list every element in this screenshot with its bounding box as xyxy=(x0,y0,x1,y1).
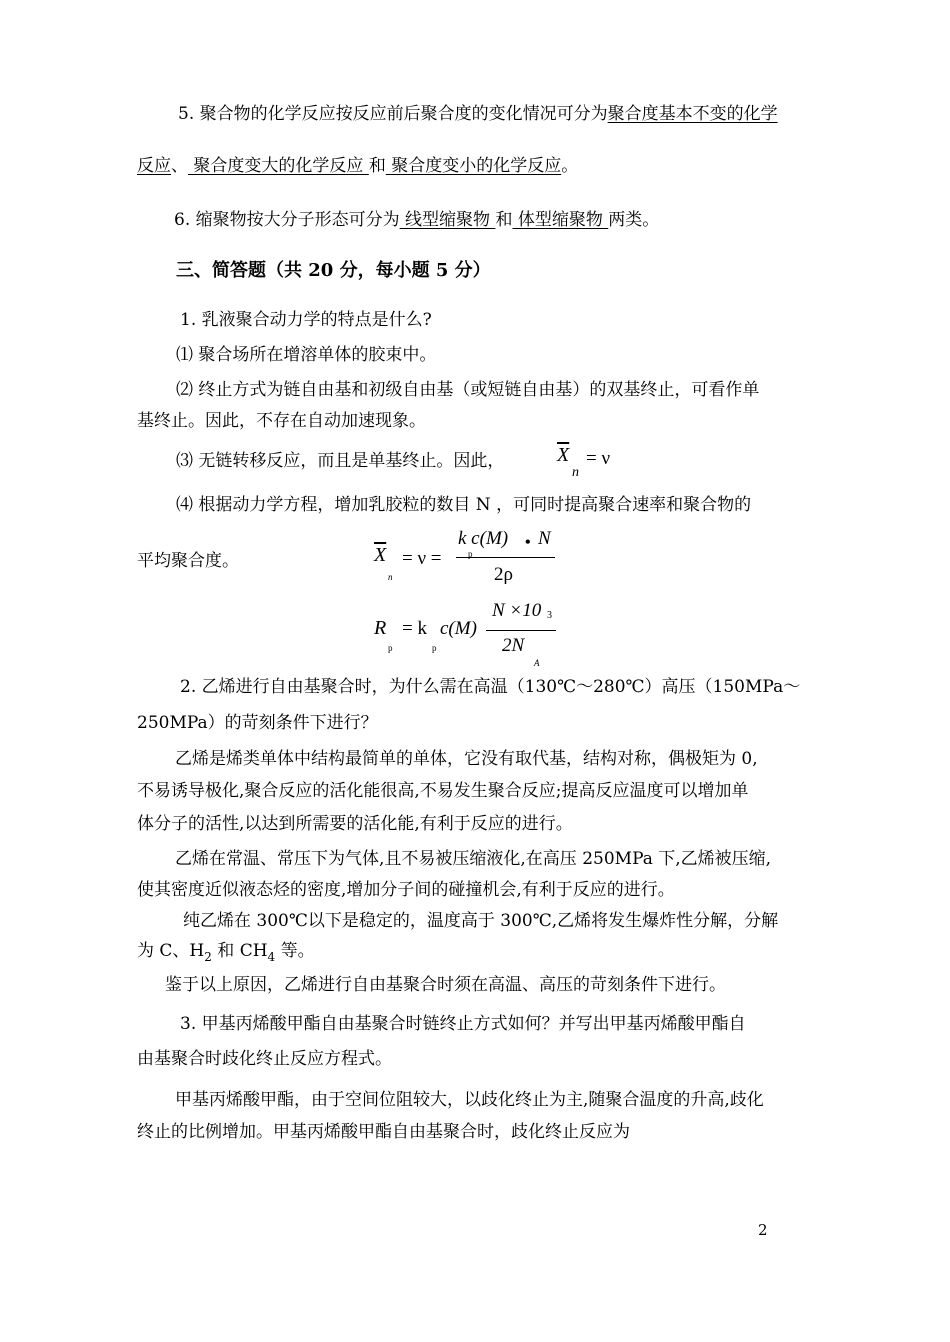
formula1-eq-nu: = ν xyxy=(586,448,611,469)
formula2-fraction-bar xyxy=(456,557,555,558)
formula2-p-sub: p xyxy=(468,549,473,559)
sa3-question-b: 由基聚合时歧化终止反应方程式。 xyxy=(137,1049,392,1069)
q5-lead: 5. 聚合物的化学反应按反应前后聚合度的变化情况可分为 xyxy=(178,104,608,124)
formula2-dot: • xyxy=(525,534,531,551)
sa1-question: 1. 乳液聚合动力学的特点是什么? xyxy=(180,310,432,330)
sa1-point4a: ⑷ 根据动力学方程，增加乳胶粒的数目 N ，可同时提高聚合速率和聚合物的 xyxy=(176,495,752,515)
formula2-n: n xyxy=(388,572,393,582)
formula3-A-sub: A xyxy=(534,658,540,668)
q5-answer1a: 聚合度基本不变的化学 xyxy=(607,104,778,124)
formula2-N: N xyxy=(538,528,551,549)
sa2-para2b: 使其密度近似液态烃的密度,增加分子间的碰撞机会,有利于反应的进行。 xyxy=(137,880,675,900)
q5-and: 和 xyxy=(368,156,386,176)
sa2-para4: 鉴于以上原因，乙烯进行自由基聚合时须在高温、高压的苛刻条件下进行。 xyxy=(165,975,726,995)
q5-sep: 、 xyxy=(171,156,188,176)
q6-and: 和 xyxy=(495,210,513,230)
sa2-para3b-mid: 和 CH xyxy=(211,941,268,961)
formula1-x: $\overline{X}$ xyxy=(557,444,570,466)
formula1-n: n xyxy=(572,465,579,480)
sa2-para1b: 不易诱导极化,聚合反应的活化能很高,不易发生聚合反应;提高反应温度可以增加单 xyxy=(137,781,749,801)
sa2-para3b-pre: 为 C、H xyxy=(137,941,205,961)
sa2-para3b xyxy=(137,940,315,963)
q5-answer3: 聚合度变小的化学反应 xyxy=(385,156,562,176)
formula3-kp-sub: p xyxy=(432,643,437,653)
sa1-point2b: 基终止。因此，不存在自动加速现象。 xyxy=(137,411,426,431)
sa2-para2a: 乙烯在常温、常压下为气体,且不易被压缩液化,在高压 250MPa 下,乙烯被压缩, xyxy=(175,849,772,869)
sa3-para1b: 终止的比例增加。甲基丙烯酸甲酯自由基聚合时，歧化终止反应为 xyxy=(137,1122,630,1142)
q6-answer1: 线型缩聚物 xyxy=(399,210,496,230)
sa2-question-b: 250MPa）的苛刻条件下进行？ xyxy=(137,713,378,733)
formula3-denominator: 2N xyxy=(502,635,525,656)
q5-line2 xyxy=(137,155,578,177)
q5-line1 xyxy=(178,103,778,125)
sa1-point3: ⑶ 无链转移反应，而且是单基终止。因此， xyxy=(176,451,505,471)
formula3-fraction-bar xyxy=(486,630,556,631)
section-title: 三、简答题（共 20 分，每小题 5 分） xyxy=(176,260,491,281)
sa2-para1c: 体分子的活性,以达到所需要的活化能,有利于反应的进行。 xyxy=(137,814,573,834)
q6-answer2: 体型缩聚物 xyxy=(512,210,609,230)
formula3-p-sub: p xyxy=(388,643,393,653)
formula3-eq-k: = k xyxy=(402,618,427,639)
formula3-numerator: N ×10 xyxy=(492,600,542,621)
formula2-numerator xyxy=(458,528,508,550)
sa3-question-a: 3. 甲基丙烯酸甲酯自由基聚合时链终止方式如何？并写出甲基丙烯酸甲酯自 xyxy=(180,1014,746,1034)
sa2-para1a: 乙烯是烯类单体中结构最简单的单体，它没有取代基，结构对称，偶极矩为 0, xyxy=(175,749,758,769)
q6-lead: 6. 缩聚物按大分子形态可分为 xyxy=(174,210,400,230)
q5-answer1b: 反应 xyxy=(137,156,171,176)
sa2-question-a: 2. 乙烯进行自由基聚合时，为什么需在高温（130℃～280℃）高压（150MPa～ xyxy=(180,677,801,697)
sa2-h2-sub: 2 xyxy=(204,950,212,964)
sa2-ch4-sub: 4 xyxy=(267,950,276,964)
q6-end: 两类。 xyxy=(608,210,660,230)
sa1-point4b: 平均聚合度。 xyxy=(137,551,239,571)
q6-line xyxy=(174,209,659,231)
formula2-x: $\overline{X}$ xyxy=(374,544,387,566)
formula3-cm: c(M) xyxy=(440,618,477,639)
sa1-point1: ⑴ 聚合场所在增溶单体的胶束中。 xyxy=(176,345,437,365)
sa1-point2a: ⑵ 终止方式为链自由基和初级自由基（或短链自由基）的双基终止，可看作单 xyxy=(176,380,760,400)
formula2-denominator: 2ρ xyxy=(494,564,513,585)
formula2-eq: = ν = xyxy=(402,548,442,569)
sa3-para1a: 甲基丙烯酸甲酯，由于空间位阻较大，以歧化终止为主,随聚合温度的升高,歧化 xyxy=(175,1090,764,1110)
formula3-exponent: 3 xyxy=(547,610,552,621)
q5-end: 。 xyxy=(561,156,579,176)
sa2-para3a: 纯乙烯在 300℃以下是稳定的，温度高于 300℃,乙烯将发生爆炸性分解，分解 xyxy=(183,911,779,931)
q5-answer2: 聚合度变大的化学反应 xyxy=(188,156,369,176)
formula3-R: R xyxy=(374,617,387,639)
sa2-para3b-end: 等。 xyxy=(275,941,315,961)
formula2-k-cm: k c(M) xyxy=(458,528,509,549)
page-number: 2 xyxy=(758,1221,768,1239)
